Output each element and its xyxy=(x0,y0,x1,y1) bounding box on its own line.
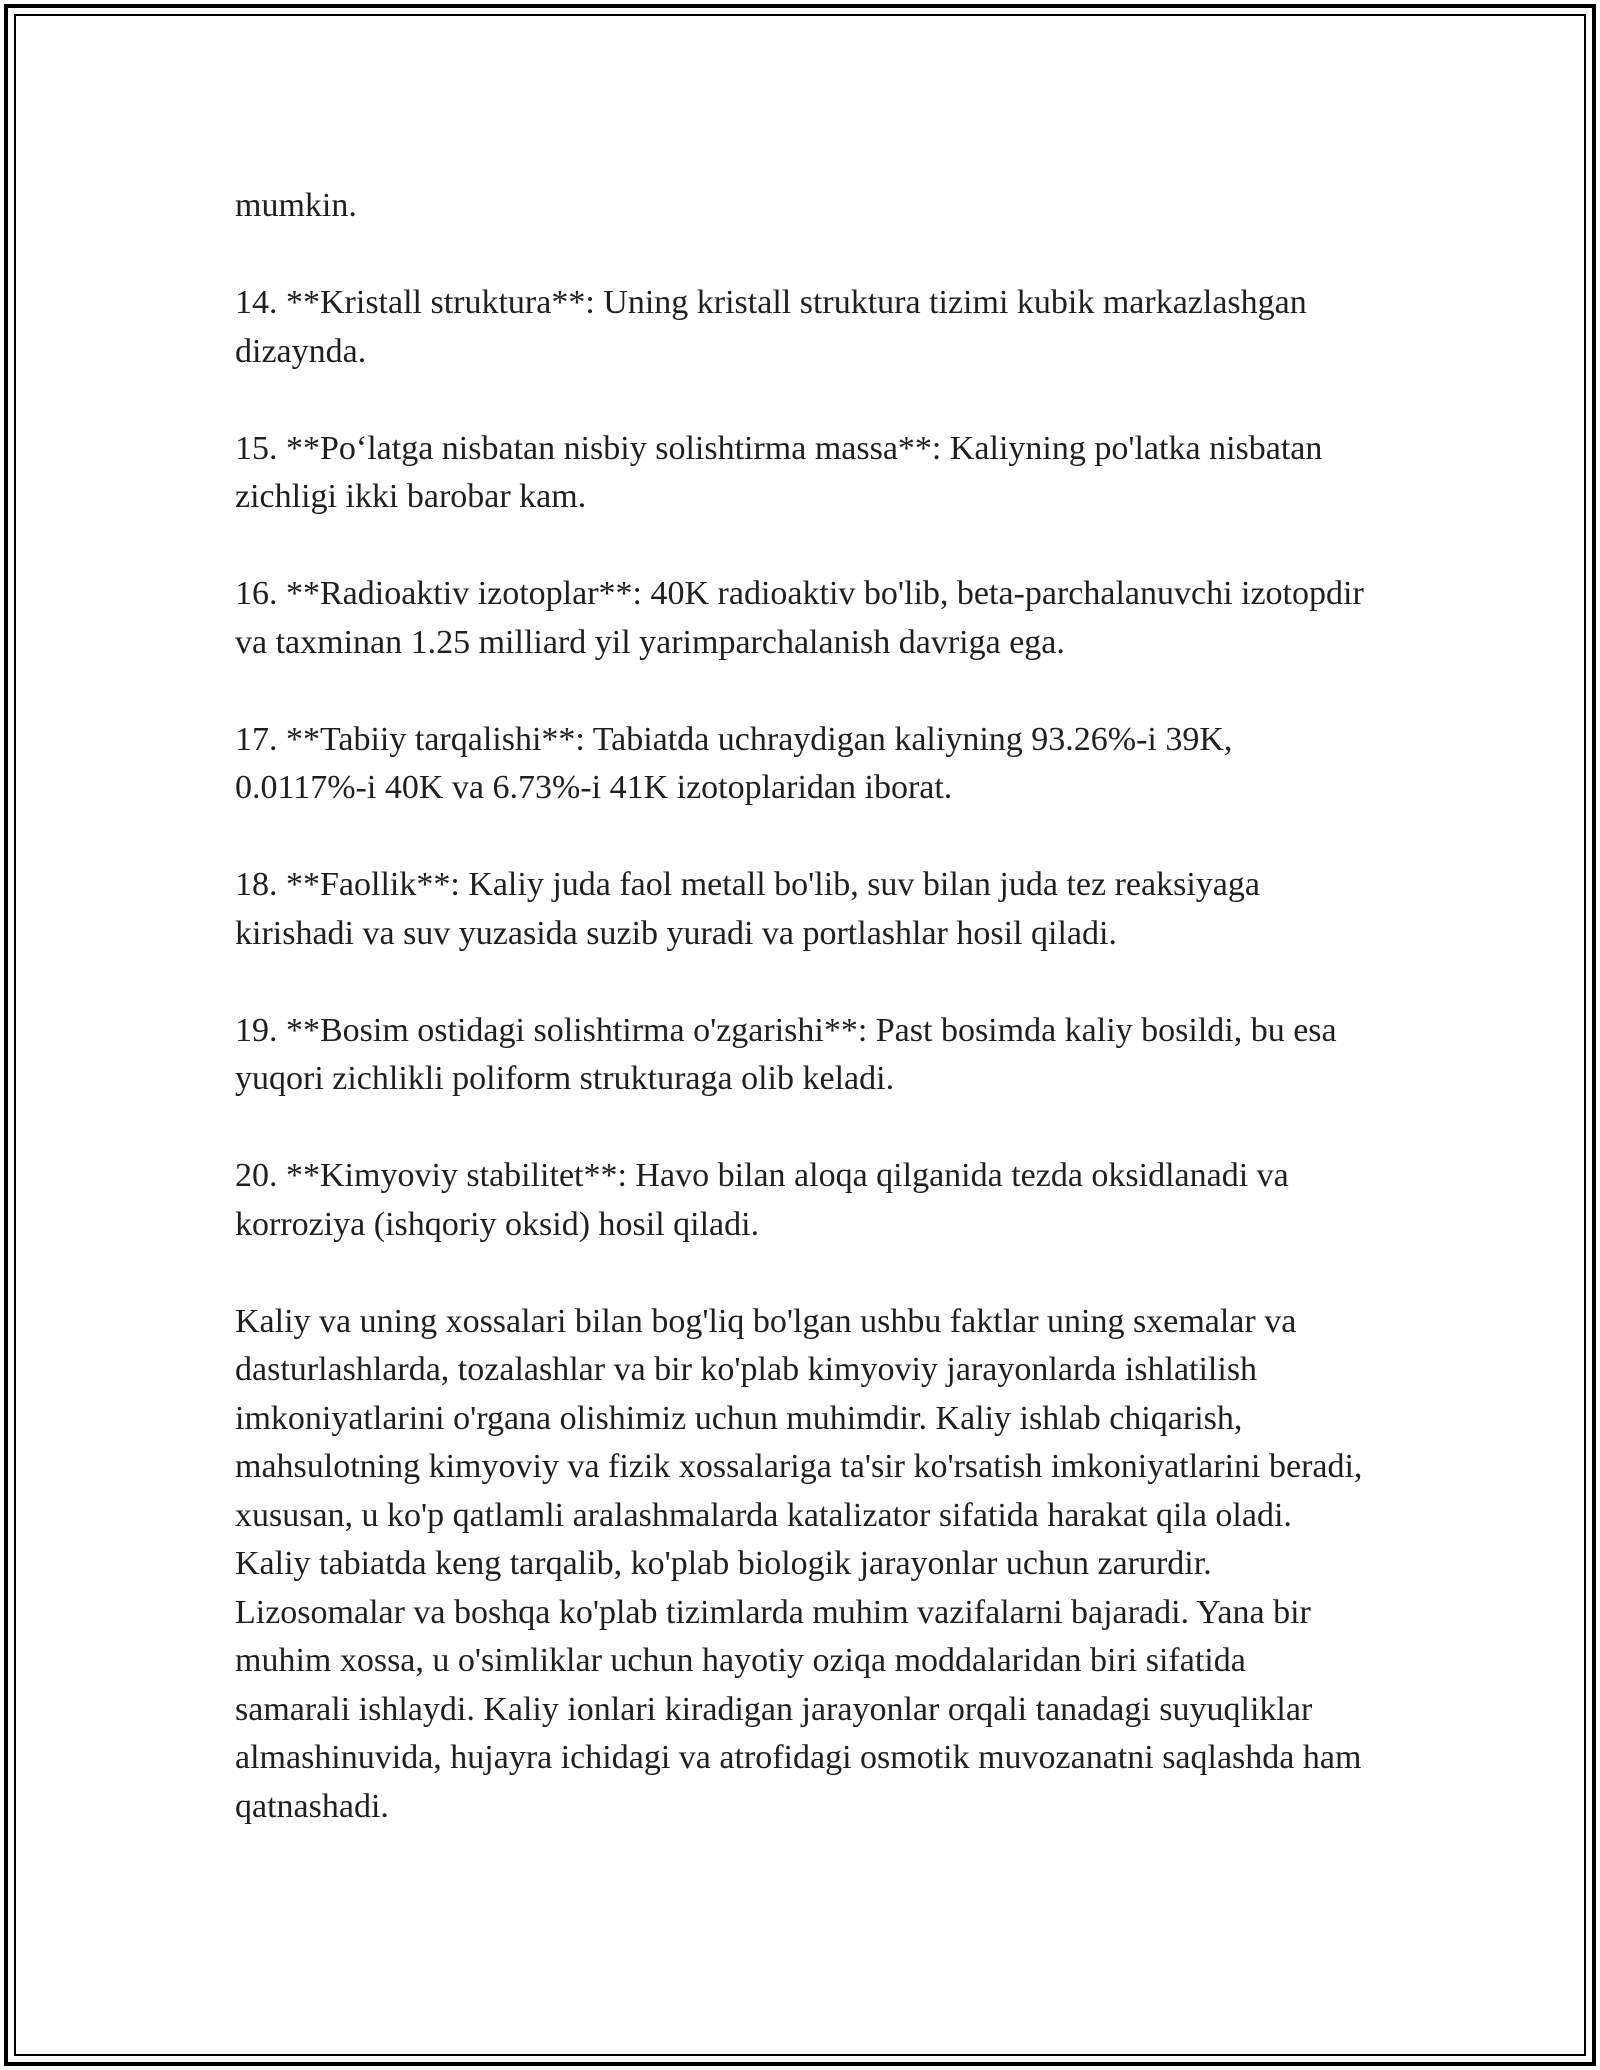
list-item-14: 14. **Kristall struktura**: Uning kristall struktura tizimi kubik markazlashgan dizaynda. xyxy=(235,284,1307,370)
paragraph-continuation: mumkin. xyxy=(235,187,357,224)
list-item-19: 19. **Bosim ostidagi solishtirma o'zgarishi**: Past bosimda kaliy bosildi, bu esa yuqori zichlikli poliform strukturaga olib keladi. xyxy=(235,1011,1337,1097)
summary-paragraph: Kaliy va uning xossalari bilan bog'liq bo'lgan ushbu faktlar uning sxemalar va dasturlashlarda, tozalashlar va bir ko'plab kimyoviy jarayonlarda ishlatilish imkoniyatlarini o'rgana olishimiz uchun muhimdir. Kaliy ishlab chiqarish, mahsulotning kimyoviy va fizik xossalariga ta'sir ko'rsatish imkoniyatlarini beradi, xususan, u ko'p qatlamli aralashmalarda katalizator sifatida harakat qila oladi. Kaliy tabiatda keng tarqalib, ko'plab biologik jarayonlar uchun zarurdir. Lizosomalar va boshqa ko'plab tizimlarda muhim vazifalarni bajaradi. Yana bir muhim xossa, u o'simliklar uchun hayotiy oziqa moddalaridan biri sifatida samarali ishlaydi. Kaliy ionlari kiradigan jarayonlar orqali tanadagi suyuqliklar almashinuvida, hujayra ichidagi va atrofidagi osmotik muvozanatni saqlashda ham qatnashadi. xyxy=(235,1302,1363,1825)
list-item-15: 15. **Po‘latga nisbatan nisbiy solishtirma massa**: Kaliyning po'latka nisbatan zichligi ikki barobar kam. xyxy=(235,429,1323,515)
list-item-18: 18. **Faollik**: Kaliy juda faol metall bo'lib, suv bilan juda tez reaksiyaga kirishadi va suv yuzasida suzib yuradi va portlashlar hosil qiladi. xyxy=(235,866,1260,952)
list-item-16: 16. **Radioaktiv izotoplar**: 40K radioaktiv bo'lib, beta-parchalanuvchi izotopdir va taxminan 1.25 milliard yil yarimparchalanish davriga ega. xyxy=(235,575,1364,661)
document-body xyxy=(235,182,1365,1831)
list-item-17: 17. **Tabiiy tarqalishi**: Tabiatda uchraydigan kaliyning 93.26%-i 39K, 0.0117%-i 40K va 6.73%-i 41K izotoplaridan iborat. xyxy=(235,720,1233,806)
list-item-20: 20. **Kimyoviy stabilitet**: Havo bilan aloqa qilganida tezda oksidlanadi va korroziya (ishqoriy oksid) hosil qiladi. xyxy=(235,1157,1289,1243)
